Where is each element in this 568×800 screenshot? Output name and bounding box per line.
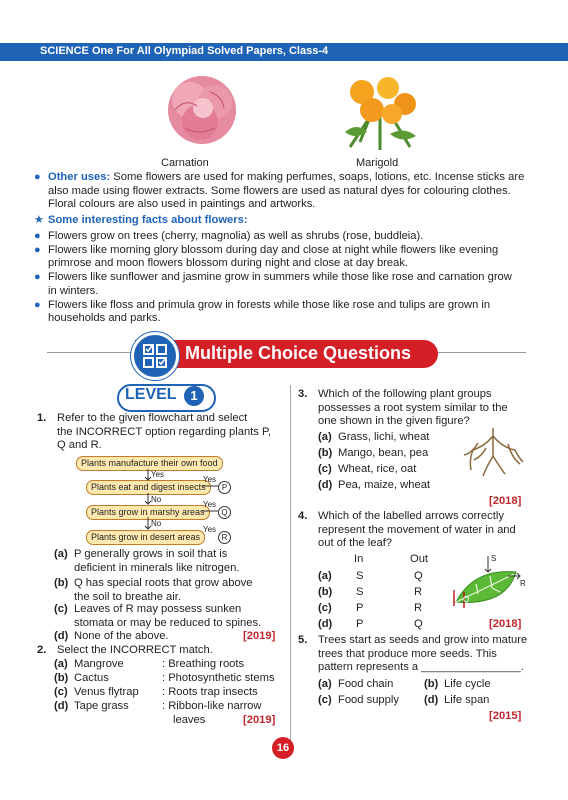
flow-yes-1: Yes [151, 470, 165, 479]
level-label: LEVEL [125, 386, 177, 403]
question-2: 2. Select the INCORRECT match. [37, 644, 213, 656]
page-number: 16 [272, 737, 294, 759]
q4-col-in: In [354, 553, 364, 565]
q4-option-b[interactable]: (b) [318, 586, 333, 598]
q2-year: [2019] [243, 714, 276, 726]
question-5: 5. Trees start as seeds and grow into mature trees that produce more seeds. This pattern represents a ________________. [298, 634, 528, 674]
q4-option-a[interactable]: (a) [318, 570, 332, 582]
checklist-icon [131, 332, 179, 380]
q3-option-a[interactable]: (a) Grass, lichi, wheat [318, 431, 430, 443]
marigold-caption: Marigold [356, 157, 399, 169]
leaf-label-q: Q [463, 595, 470, 604]
flow-box-2: Plants eat and digest insects [86, 480, 211, 495]
q1-year: [2019] [243, 630, 276, 642]
flow-box-1: Plants manufacture their own food [76, 456, 223, 471]
question-4: 4. Which of the labelled arrows correctly represent the movement of water in and out of the leaf? [298, 510, 516, 550]
q4-year: [2018] [489, 618, 522, 630]
fact-item-cont: in winters. [48, 284, 99, 297]
q5-option-b[interactable]: (b) Life cycle [424, 678, 491, 690]
q2-match-b: : Photosynthetic stems [162, 672, 275, 684]
q5-option-c[interactable]: (c) Food supply [318, 694, 399, 706]
fact-item: ● Flowers like morning glory blossom during day and close at night while flowers like evening [34, 243, 499, 256]
carnation-caption: Carnation [161, 157, 209, 169]
column-divider [290, 385, 291, 745]
mcq-title: Multiple Choice Questions [185, 343, 412, 363]
fact-item-cont: households and parks. [48, 312, 161, 325]
q4-d-in: P [356, 618, 364, 630]
q2-match-d-cont: leaves [173, 714, 206, 726]
flow-no-2: No [151, 519, 162, 528]
q5-year: [2015] [489, 710, 522, 722]
q1-option-c[interactable]: (c) Leaves of R may possess sunken stomata or may be reduced to spines. [54, 603, 262, 629]
star-icon: ★ [34, 214, 44, 226]
banner-divider-right [436, 352, 526, 353]
q3-option-d[interactable]: (d) Pea, maize, wheat [318, 479, 431, 491]
q4-col-out: Out [410, 553, 429, 565]
fact-item: ● Flowers like sunflower and jasmine grow in summers while those like rose and carnation grow [34, 271, 512, 284]
q2-option-d[interactable]: (d) Tape grass [54, 700, 129, 712]
q4-c-in: P [356, 602, 364, 614]
q4-b-out: R [414, 586, 423, 598]
other-uses-line1: ● Other uses: Some flowers are used for making perfumes, soaps, lotions, etc. Incense sticks are [34, 171, 525, 183]
carnation-image [155, 70, 250, 150]
question-3: 3. Which of the following plant groups possesses a root system similar to the one shown in the given figure? [298, 388, 508, 428]
leaf-label-p: P [454, 587, 460, 596]
q2-option-b[interactable]: (b) Cactus [54, 672, 109, 684]
q1-option-b[interactable]: (b) Q has special roots that grow above the soil to breathe air. [54, 577, 253, 603]
q2-match-a: : Breathing roots [162, 658, 245, 670]
facts-heading: ★ Some interesting facts about flowers: [34, 214, 248, 226]
flowchart-arrows [140, 469, 230, 531]
q2-match-d: : Ribbon-like narrow [162, 700, 262, 712]
bullet-icon: ● [34, 298, 41, 311]
q4-option-d[interactable]: (d) [318, 618, 333, 630]
marigold-image [340, 72, 420, 152]
flow-p: P [218, 481, 231, 494]
flow-yes-2: Yes [203, 475, 217, 484]
q5-option-d[interactable]: (d) Life span [424, 694, 490, 706]
fact-item: ● Flowers like floss and primula grow in forests while those like rose and tulips are grown in [34, 298, 491, 311]
banner-divider-left [47, 352, 137, 353]
level-number: 1 [184, 386, 204, 406]
q4-d-out: Q [414, 618, 423, 630]
q2-match-c: : Roots trap insects [162, 686, 258, 698]
fact-item: ● Flowers grow on trees (cherry, magnolia) as well as shrubs (rose, buddleia). [34, 230, 424, 242]
flow-q: Q [218, 506, 231, 519]
q4-c-out: R [414, 602, 423, 614]
q4-a-out: Q [414, 570, 423, 582]
q5-option-a[interactable]: (a) Food chain [318, 678, 394, 690]
fact-item-cont: primrose and moon flowers blossom during night and close at day break. [48, 257, 409, 270]
q3-year: [2018] [489, 495, 522, 507]
flow-r: R [218, 531, 231, 544]
root-system-image [458, 428, 528, 483]
flow-box-4: Plants grow in desert areas [86, 530, 205, 545]
flow-no-1: No [151, 495, 162, 504]
q1-option-a[interactable]: (a) P generally grows in soil that is deficient in minerals like nitrogen. [54, 548, 240, 574]
bullet-icon: ● [34, 243, 41, 256]
flow-box-3: Plants grow in marshy areas [86, 505, 210, 520]
leaf-diagram [448, 554, 528, 612]
q1-option-d[interactable]: (d) None of the above. [54, 630, 169, 642]
q3-option-c[interactable]: (c) Wheat, rice, oat [318, 463, 417, 475]
leaf-label-r: R [520, 579, 526, 588]
q4-b-in: S [356, 586, 364, 598]
q4-option-c[interactable]: (c) [318, 602, 332, 614]
bullet-icon: ● [34, 271, 41, 284]
bullet-icon: ● [34, 230, 41, 242]
q4-a-in: S [356, 570, 364, 582]
q2-option-c[interactable]: (c) Venus flytrap [54, 686, 139, 698]
flow-yes-3: Yes [203, 500, 217, 509]
header-title: SCIENCE One For All Olympiad Solved Papers, Class-4 [40, 45, 329, 57]
q3-option-b[interactable]: (b) Mango, bean, pea [318, 447, 429, 459]
q2-option-a[interactable]: (a) Mangrove [54, 658, 124, 670]
other-uses-line2: also made using flower extracts. Some flowers are used as natural dyes for colouring clothes. [48, 184, 511, 197]
bullet-icon: ● [34, 171, 41, 183]
other-uses-line3: Floral colours are also used in paintings and artworks. [48, 198, 316, 211]
leaf-label-s: S [491, 554, 497, 563]
question-1: 1. Refer to the given flowchart and select the INCORRECT option regarding plants P, Q and R. [37, 412, 272, 452]
flow-yes-4: Yes [203, 525, 217, 534]
